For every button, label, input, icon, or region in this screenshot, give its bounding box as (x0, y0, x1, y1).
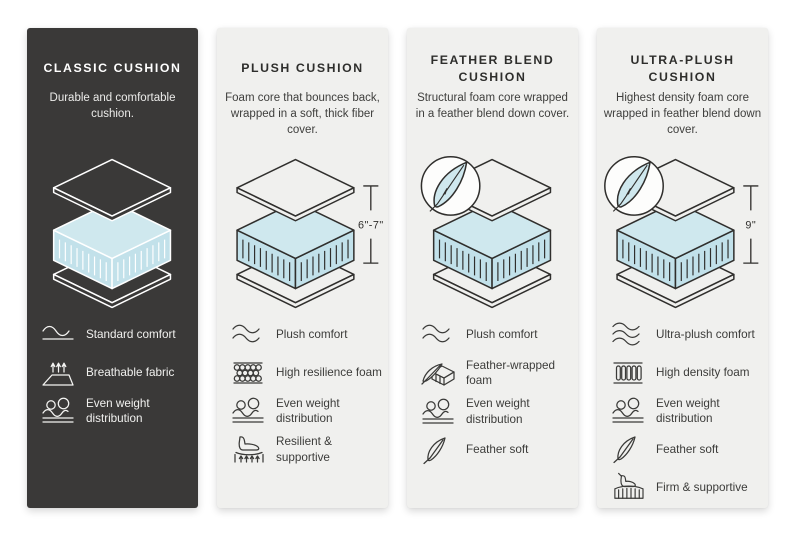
feature-label: Feather soft (466, 443, 529, 457)
feature-label: Ultra-plush comfort (656, 328, 755, 342)
wave-double-icon (229, 320, 267, 350)
feather-badge-icon (421, 157, 479, 215)
feature-item (609, 472, 764, 502)
feature-item (609, 434, 764, 464)
feature-label: Breathable fabric (86, 366, 175, 380)
breathable-fabric-icon (39, 358, 77, 388)
feature-label: Standard comfort (86, 328, 176, 342)
feature-item (609, 396, 764, 426)
feature-item (609, 358, 764, 388)
weight-distribution-icon (419, 397, 457, 427)
cushion-layers-diagram (407, 148, 578, 318)
feature-list (27, 320, 198, 426)
feather-icon (609, 434, 647, 464)
feature-label: Even weight distribution (276, 397, 340, 426)
feature-label: Firm & supportive (656, 480, 748, 494)
feature-item (419, 358, 574, 388)
panel-classic-cushion (27, 28, 198, 508)
feature-item (229, 396, 384, 426)
dimension-label: 9" (744, 219, 756, 232)
firm-supportive-icon (609, 472, 647, 502)
panel-ultra-plush-cushion (597, 28, 768, 508)
feature-item (229, 434, 384, 464)
foam-cells-icon (229, 358, 267, 388)
feature-label: Plush comfort (276, 328, 348, 342)
density-foam-icon (609, 358, 647, 388)
cushion-layers-diagram (597, 148, 768, 318)
panel-description: Highest density foam core wrapped in feather blend down cover. (603, 92, 762, 137)
weight-distribution-icon (39, 396, 77, 426)
feature-item (419, 435, 574, 465)
feature-label: Even weight distribution (656, 397, 720, 426)
feature-item (419, 396, 574, 426)
feature-label: Feather-wrapped foam (466, 359, 556, 388)
weight-distribution-icon (229, 396, 267, 426)
panel-plush-cushion (217, 28, 388, 508)
feature-label: Even weight distribution (466, 397, 530, 426)
feature-item (229, 320, 384, 350)
feature-item (419, 320, 574, 350)
feature-item (39, 320, 194, 350)
feature-list (407, 320, 578, 465)
feature-label: High density foam (656, 366, 750, 380)
panel-description: Foam core that bounces back, wrapped in a soft, thick fiber cover. (225, 92, 380, 137)
feature-item (39, 358, 194, 388)
panel-feather-blend-cushion (407, 28, 578, 508)
cushion-layers-diagram (27, 148, 198, 318)
panel-description: Structural foam core wrapped in a feather blend down cover. (415, 92, 570, 121)
feature-item (229, 358, 384, 388)
feature-item (39, 396, 194, 426)
cushion-layers-diagram (217, 148, 388, 318)
wave-triple-icon (609, 320, 647, 350)
dimension-label: 6"-7" (357, 219, 384, 232)
weight-distribution-icon (609, 396, 647, 426)
panel-title: ULTRA-PLUSH CUSHION (630, 52, 735, 84)
resilient-supportive-icon (229, 435, 267, 465)
feather-foam-icon (419, 358, 457, 388)
feather-icon (419, 435, 457, 465)
panel-title: CLASSIC CUSHION (43, 61, 182, 76)
panel-title: FEATHER BLEND CUSHION (430, 52, 555, 84)
wave-single-icon (39, 320, 77, 350)
feature-item (609, 320, 764, 350)
panel-title: PLUSH CUSHION (241, 61, 364, 76)
feature-label: High resilience foam (276, 366, 382, 380)
panel-description: Durable and comfortable cushion. (49, 92, 176, 121)
feature-list (597, 320, 768, 502)
wave-double-icon (419, 320, 457, 350)
feather-badge-icon (604, 157, 662, 215)
feature-label: Resilient & supportive (276, 435, 332, 464)
feature-label: Feather soft (656, 442, 719, 456)
feature-list (217, 320, 388, 465)
feature-label: Even weight distribution (86, 397, 150, 426)
feature-label: Plush comfort (466, 328, 538, 342)
